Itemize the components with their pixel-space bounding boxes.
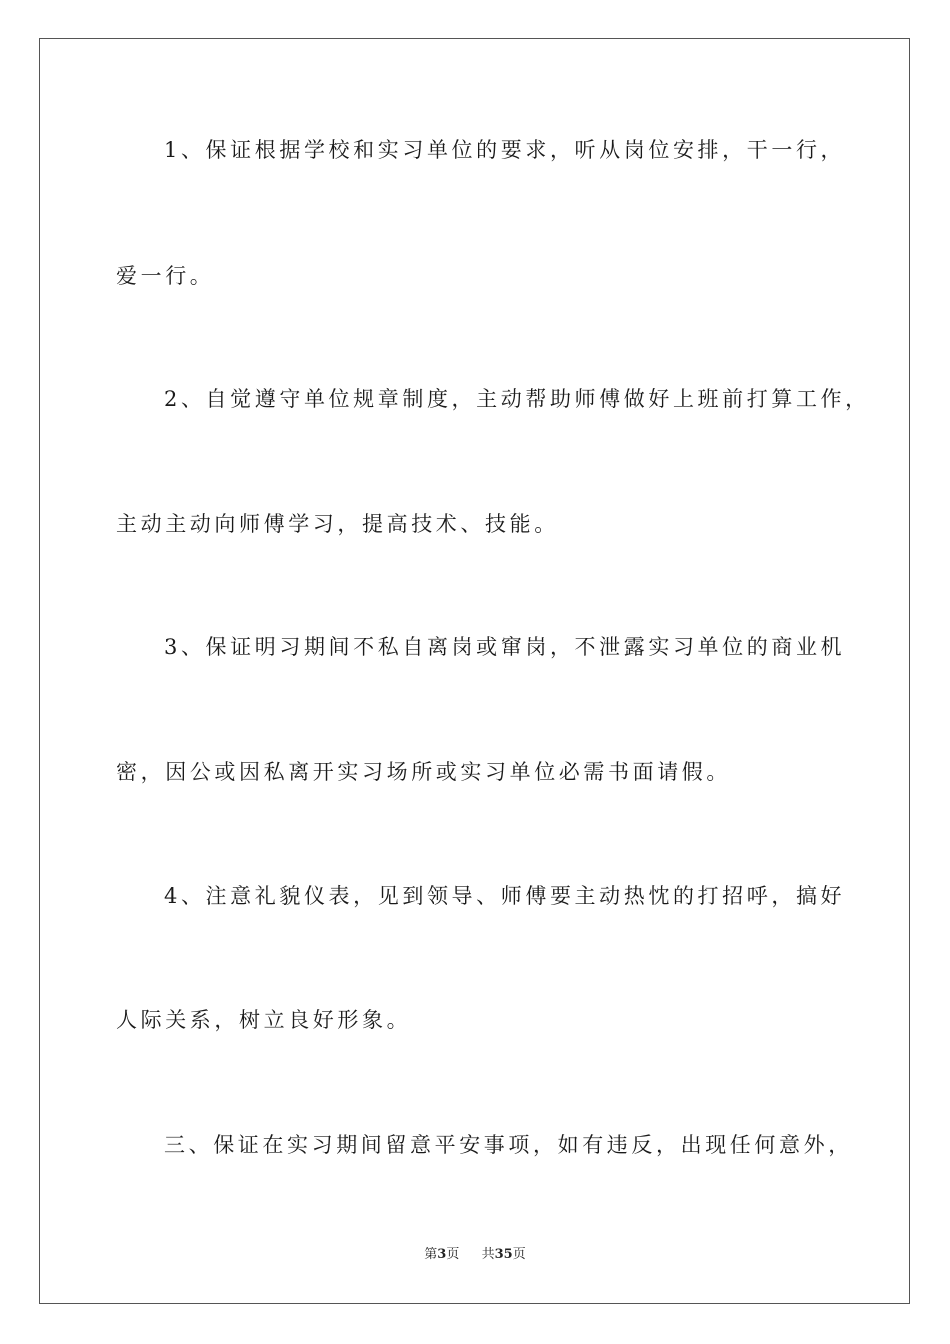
page-number: 3 [437,1247,447,1262]
total-pages: 35 [494,1247,513,1262]
paragraph-2-line-1: 2、自觉遵守单位规章制度，主动帮助师傅做好上班前打算工作， [164,387,870,411]
page-suffix: 页 [446,1247,460,1262]
paragraph-1-line-1: 1、保证根据学校和实习单位的要求，听从岗位安排，干一行， [164,138,846,162]
page-frame [39,38,910,1304]
paragraph-4-line-2: 人际关系，树立良好形象。 [116,1008,412,1032]
total-prefix: 共 [481,1247,495,1262]
paragraph-3-line-2: 密，因公或因私离开实习场所或实习单位必需书面请假。 [116,760,731,784]
page-footer [0,1246,950,1264]
paragraph-4-line-1: 4、注意礼貌仪表，见到领导、师傅要主动热忱的打招呼，搞好 [164,884,846,908]
paragraph-2-line-2: 主动主动向师傅学习，提高技术、技能。 [116,512,559,536]
page-prefix: 第 [424,1247,438,1262]
total-suffix: 页 [512,1247,526,1262]
paragraph-3-line-1: 3、保证明习期间不私自离岗或窜岗，不泄露实习单位的商业机 [164,635,846,659]
paragraph-5-line-1: 三、保证在实习期间留意平安事项，如有违反，出现任何意外， [164,1133,853,1157]
paragraph-1-line-2: 爱一行。 [116,264,215,288]
